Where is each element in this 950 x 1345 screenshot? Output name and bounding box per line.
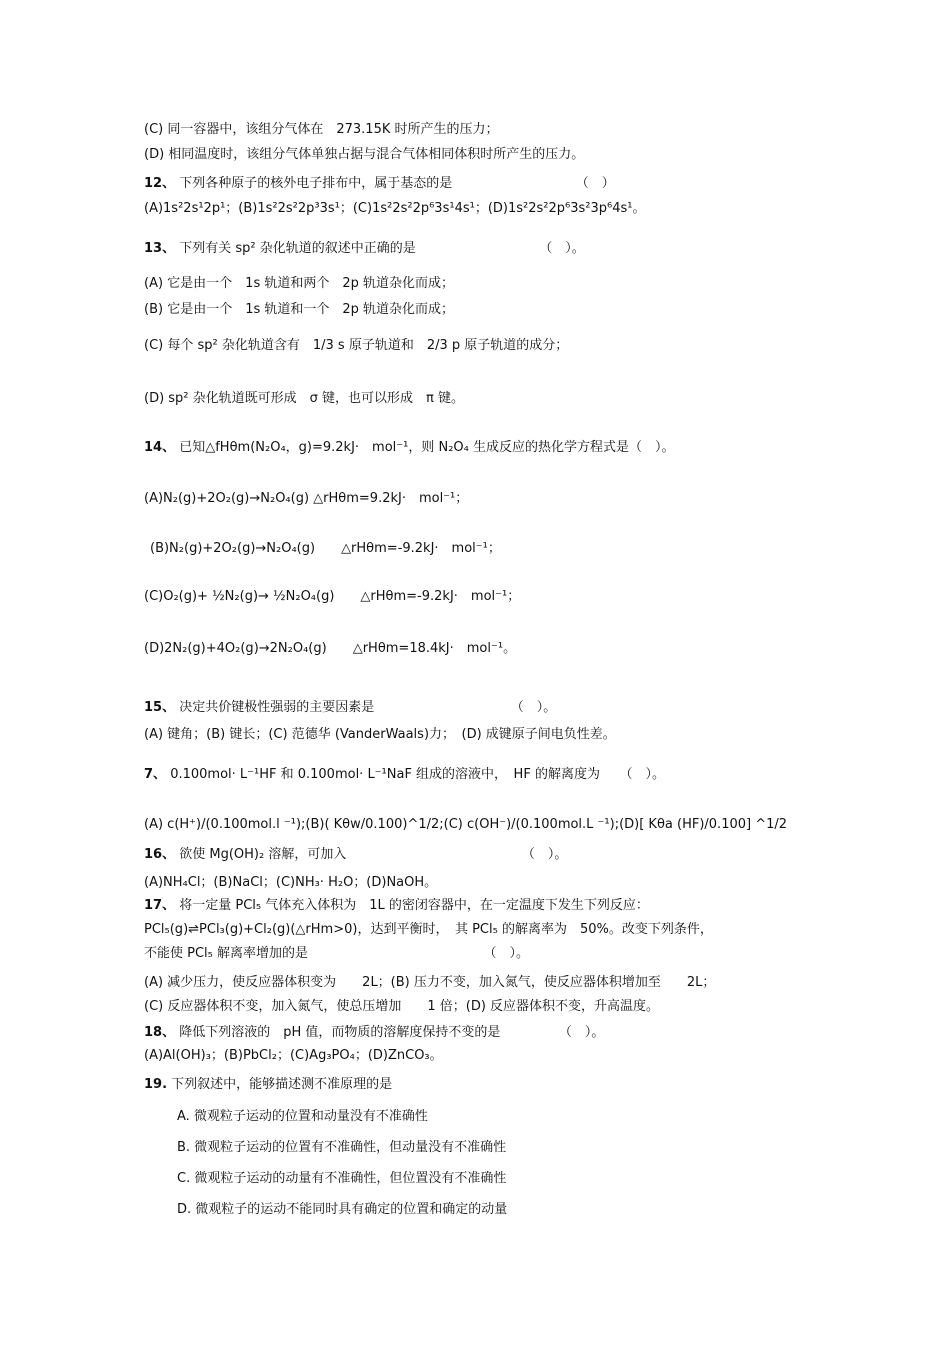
question-15 [144, 699, 556, 717]
question-number: 14、 [144, 440, 176, 455]
option-line: (D)2N₂(g)+4O₂(g)→2N₂O₄(g) △rHθm=18.4kJ· mol⁻¹。 [144, 641, 517, 656]
question-text: 0.100mol· L⁻¹HF 和 0.100mol· L⁻¹NaF 组成的溶液中， HF 的解离度为 （ ）。 [170, 767, 665, 782]
option-line: (B)N₂(g)+2O₂(g)→N₂O₄(g) △rHθm=-9.2kJ· mol⁻¹； [150, 541, 501, 556]
option-line: B. 微观粒子运动的位置有不准确性，但动量没有不准确性 [177, 1140, 507, 1155]
option-line: (C) 每个 sp² 杂化轨道含有 1/3 s 原子轨道和 2/3 p 原子轨道的成分； [144, 338, 569, 353]
question-text: 下列叙述中，能够描述测不准原理的是 [171, 1077, 393, 1092]
question-number: 12、 [144, 176, 176, 191]
question-19 [144, 1076, 392, 1094]
option-line: (A) 减少压力，使反应器体积变为 2L；(B) 压力不变，加入氮气，使反应器体积增加至 2L； [144, 975, 716, 990]
question-7 [144, 766, 665, 784]
question-12 [144, 175, 615, 193]
option-line: (A)N₂(g)+2O₂(g)→N₂O₄(g) △rHθm=9.2kJ· mol⁻¹； [144, 491, 469, 506]
option-line: (B) 它是由一个 1s 轨道和一个 2p 轨道杂化而成； [144, 302, 455, 317]
question-text: 降低下列溶液的 pH 值，而物质的溶解度保持不变的是 （ ）。 [179, 1025, 605, 1040]
option-line: (A)1s²2s¹2p¹；(B)1s²2s²2p³3s¹；(C)1s²2s²2p⁶3s¹4s¹；(D)1s²2s²2p⁶3s²3p⁶4s¹。 [144, 201, 646, 216]
option-line: (A) 键角；(B) 键长；(C) 范德华 (VanderWaals)力； (D) 成键原子间电负性差。 [144, 727, 616, 742]
question-text: 将一定量 PCl₅ 气体充入体积为 1L 的密闭容器中，在一定温度下发生下列反应： [179, 898, 649, 913]
option-line: (D) 相同温度时，该组分气体单独占据与混合气体相同体积时所产生的压力。 [144, 147, 585, 162]
option-line: 不能使 PCl₅ 解离率增加的是 （ ）。 [144, 946, 530, 961]
option-line: A. 微观粒子运动的位置和动量没有不准确性 [177, 1109, 428, 1124]
question-text: 下列各种原子的核外电子排布中，属于基态的是 （ ） [179, 176, 615, 191]
question-13 [144, 240, 585, 258]
option-line: D. 微观粒子的运动不能同时具有确定的位置和确定的动量 [177, 1202, 508, 1217]
option-line: (D) sp² 杂化轨道既可形成 σ 键，也可以形成 π 键。 [144, 391, 464, 406]
question-number: 17、 [144, 898, 176, 913]
question-number: 7、 [144, 767, 167, 782]
question-18 [144, 1024, 604, 1042]
question-number: 18、 [144, 1025, 176, 1040]
option-line: (A) c(H⁺)/(0.100mol.l ⁻¹);(B)( Kθw/0.100)^1/2;(C) c(OH⁻)/(0.100mol.L ⁻¹);(D)[ Kθa (HF)/0.100] ^1/2 [144, 817, 788, 832]
option-line: PCl₅(g)⇌PCl₃(g)+Cl₂(g)(△rHm>0)，达到平衡时， 其 PCl₅ 的解离率为 50%。改变下列条件， [144, 922, 713, 937]
question-text: 欲使 Mg(OH)₂ 溶解，可加入 （ ）。 [179, 847, 568, 862]
option-line: (C)O₂(g)+ ½N₂(g)→ ½N₂O₄(g) △rHθm=-9.2kJ· mol⁻¹； [144, 589, 521, 604]
question-17 [144, 897, 649, 915]
option-line: (A)NH₄Cl；(B)NaCl；(C)NH₃· H₂O；(D)NaOH。 [144, 875, 438, 890]
question-16 [144, 846, 567, 864]
option-line: C. 微观粒子运动的动量有不准确性，但位置没有不准确性 [177, 1171, 507, 1186]
question-text: 下列有关 sp² 杂化轨道的叙述中正确的是 （ ）。 [179, 241, 585, 256]
question-text: 已知△fHθm(N₂O₄，g)=9.2kJ· mol⁻¹，则 N₂O₄ 生成反应的热化学方程式是（ ）。 [179, 440, 675, 455]
question-number: 16、 [144, 847, 176, 862]
question-14 [144, 439, 675, 457]
question-number: 13、 [144, 241, 176, 256]
option-line: (C) 反应器体积不变，加入氮气，使总压增加 1 倍；(D) 反应器体积不变，升高温度。 [144, 999, 660, 1014]
option-line: (A) 它是由一个 1s 轨道和两个 2p 轨道杂化而成； [144, 276, 455, 291]
option-line: (C) 同一容器中，该组分气体在 273.15K 时所产生的压力； [144, 122, 499, 137]
question-number: 15、 [144, 700, 176, 715]
question-text: 决定共价键极性强弱的主要因素是 （ ）。 [179, 700, 557, 715]
question-number: 19. [144, 1077, 168, 1092]
option-line: (A)Al(OH)₃；(B)PbCl₂；(C)Ag₃PO₄；(D)ZnCO₃。 [144, 1048, 443, 1063]
